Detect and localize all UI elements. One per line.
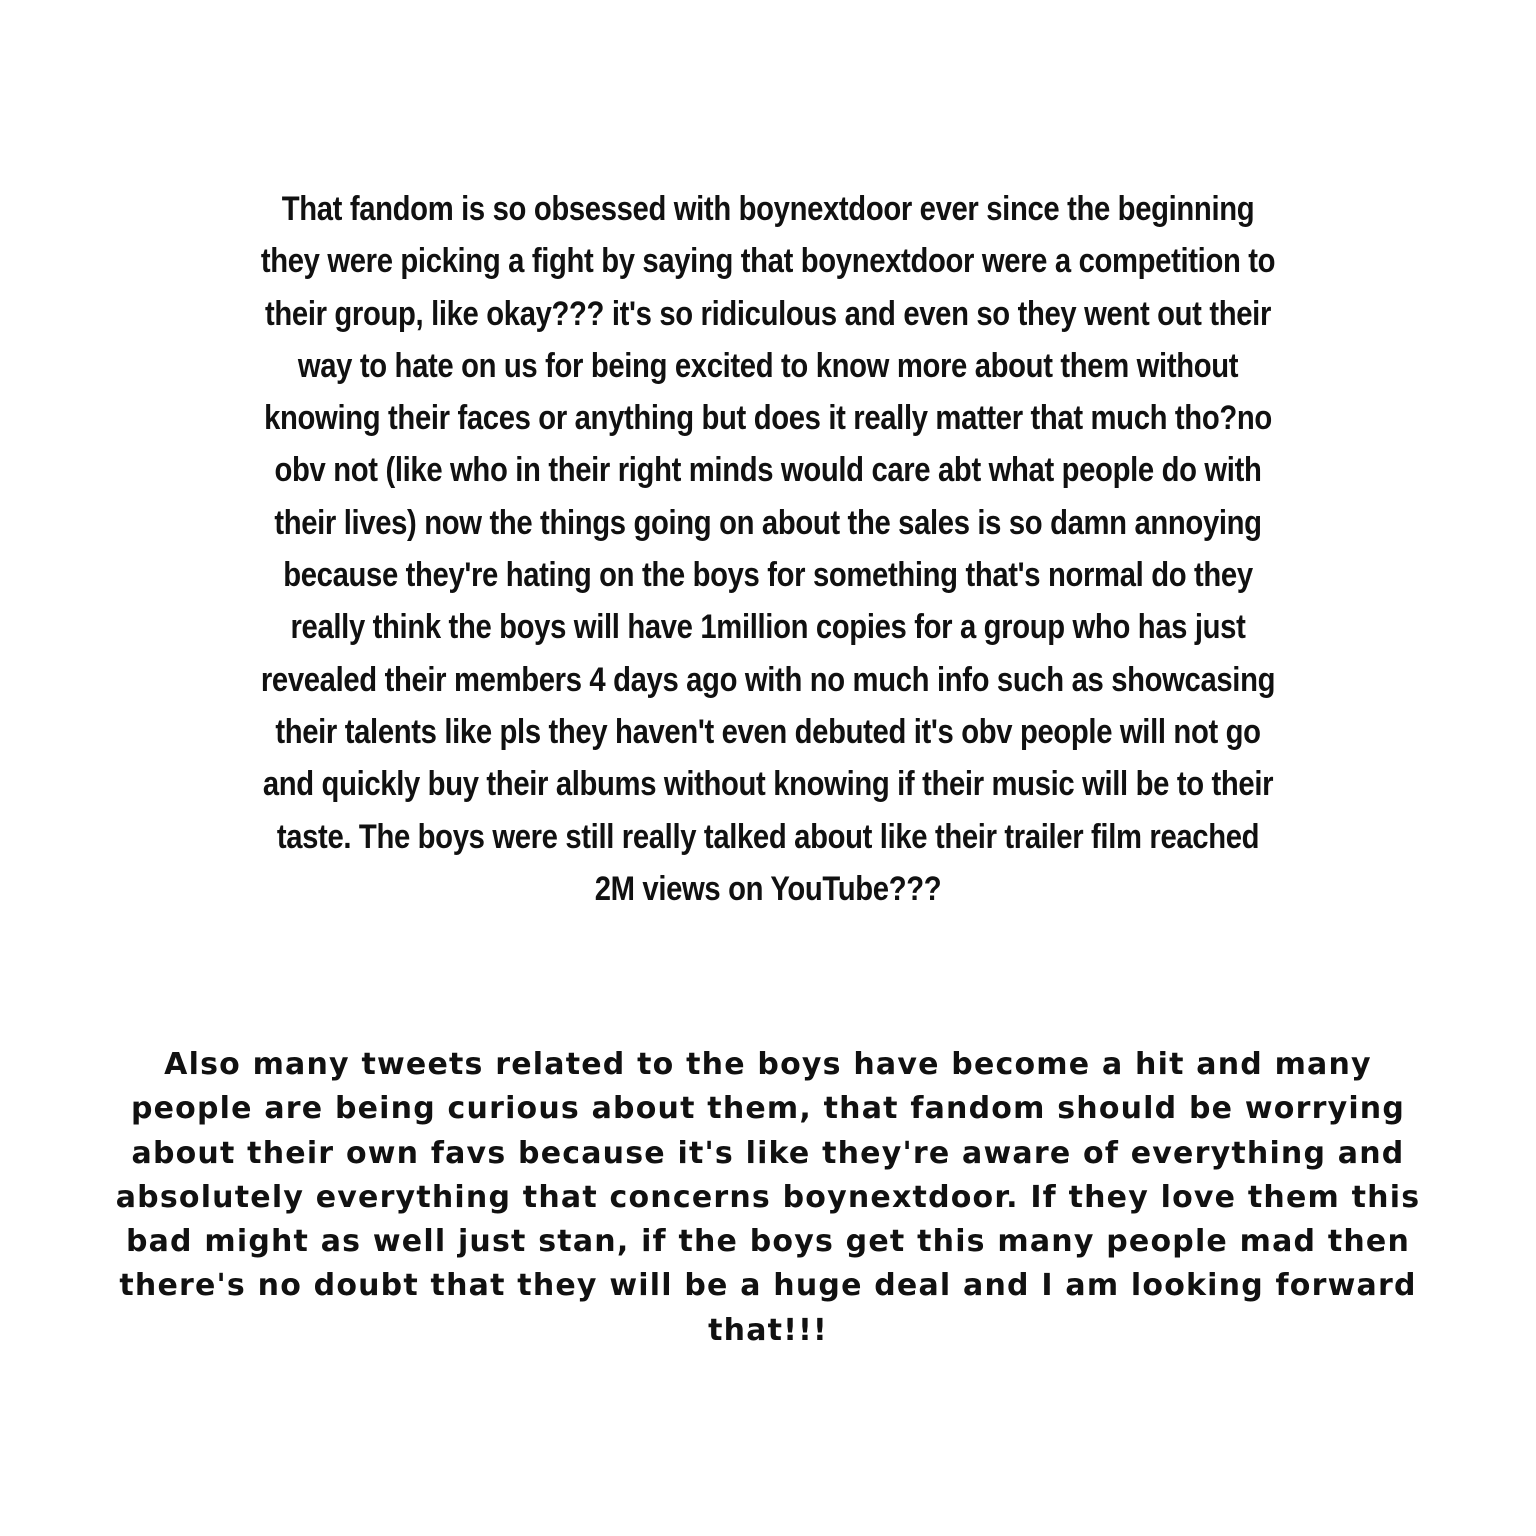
paragraph-first: That fandom is so obsessed with boynextdoor ever since the beginning they were picking a fight by saying that boynextdoor were a competition to their group, like okay??? it's so ridiculous and even so they went out their way to hate on us for being excited to know more about them without knowing their faces or anything but does it really matter that much tho?no obv not (like who in their right minds would care abt what people do with their lives) now the things going on about the sales is so damn annoying because they're hating on the boys for something that's normal do they really think the boys will have 1million copies for a group who has just revealed their members 4 days ago with no much info such as showcasing their talents like pls they haven't even debuted it's obv people will not go and quickly buy their albums without knowing if their music will be to their taste. The boys were still really talked about like their trailer film reached 2M views on YouTube??? [260,190,1276,908]
paragraph-second: Also many tweets related to the boys have become a hit and many people are being curious about them, that fandom should be worrying about their own favs because it's like they're aware of everything and absolutely everything that concerns boynextdoor. If they love them this bad might as well just stan, if the boys get this many people mad then there's no doubt that they will be a huge deal and I am looking forward that!!! [115,1047,1421,1348]
